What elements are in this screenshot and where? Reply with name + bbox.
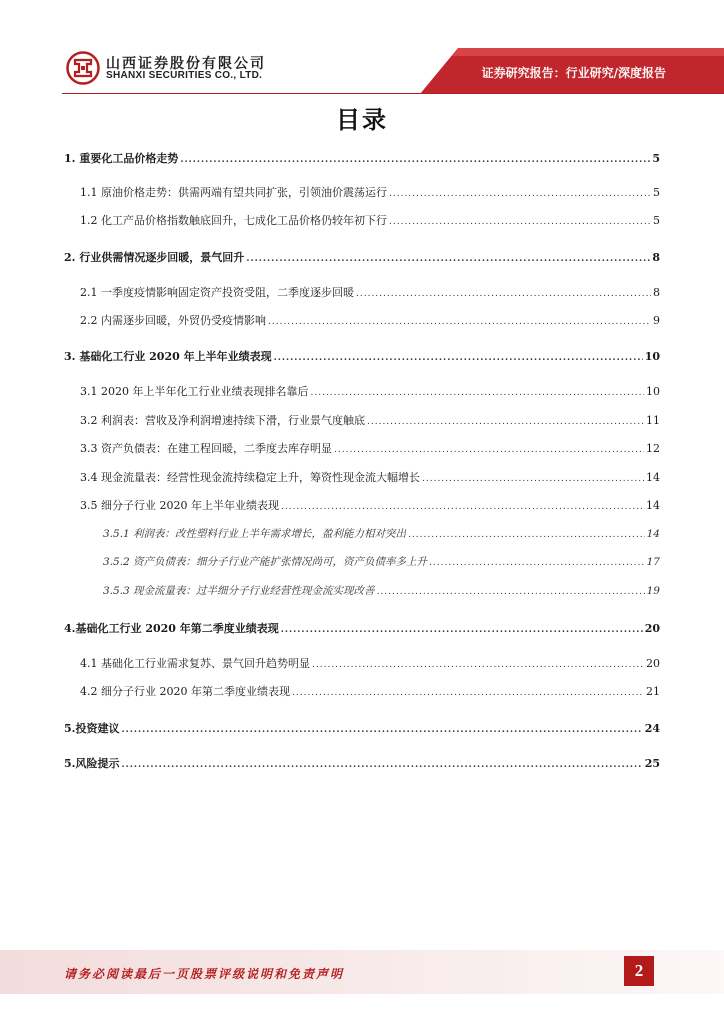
- toc-entry-page: 10: [646, 385, 660, 398]
- toc-entry[interactable]: [103, 526, 660, 542]
- toc-entry-title: 1.1 原油价格走势：供需两端有望共同扩张，引领油价震荡运行: [80, 186, 387, 199]
- header-divider: [62, 93, 724, 94]
- toc-leader-dots: [312, 660, 644, 670]
- toc-entry-page: 17: [646, 556, 660, 568]
- toc-entry[interactable]: [64, 620, 660, 636]
- toc-entry-title: 1. 重要化工品价格走势: [64, 152, 179, 165]
- page-number: 2: [624, 956, 654, 986]
- toc-entry-page: 10: [644, 350, 660, 363]
- toc-entry-title: 4.基础化工行业 2020 年第二季度业绩表现: [64, 622, 279, 635]
- toc-entry-title: 3.2 利润表：营收及净利润增速持续下滑，行业景气度触底: [80, 414, 365, 427]
- toc-leader-dots: [408, 530, 645, 540]
- toc-entry[interactable]: [64, 348, 660, 364]
- toc-entry-page: 25: [644, 757, 660, 770]
- toc-entry-title: 2. 行业供需情况逐步回暖，景气回升: [64, 251, 245, 264]
- toc-entry-page: 14: [646, 471, 660, 484]
- toc-entry[interactable]: [64, 249, 660, 265]
- toc-entry-title: 3. 基础化工行业 2020 年上半年业绩表现: [64, 350, 272, 363]
- toc-leader-dots: [292, 688, 644, 698]
- toc-entry-page: 12: [646, 442, 660, 455]
- toc-entry-title: 3.3 资产负债表：在建工程回暖，二季度去库存明显: [80, 442, 332, 455]
- company-name-cn: 山西证券股份有限公司: [106, 56, 266, 72]
- toc-entry-title: 3.5.1 利润表：改性塑料行业上半年需求增长，盈利能力相对突出: [103, 528, 407, 540]
- toc-leader-dots: [281, 502, 644, 512]
- toc-entry-title: 3.5.3 现金流量表：过半细分子行业经营性现金流实现改善: [103, 585, 375, 597]
- toc-title: 目录: [336, 106, 388, 134]
- toc-leader-dots: [334, 445, 644, 455]
- toc-leader-dots: [281, 625, 643, 635]
- toc-entry-title: 3.4 现金流量表：经营性现金流持续稳定上升，筹资性现金流大幅增长: [80, 471, 420, 484]
- toc-entry-page: 5: [653, 214, 660, 227]
- toc-leader-dots: [180, 155, 650, 165]
- toc-entry[interactable]: [80, 683, 660, 699]
- toc-entry[interactable]: [80, 212, 660, 228]
- toc-leader-dots: [310, 388, 644, 398]
- toc-entry[interactable]: [80, 469, 660, 485]
- toc-leader-dots: [274, 353, 643, 363]
- shanxi-securities-logo-icon: [66, 51, 100, 85]
- toc-entry-page: 8: [653, 286, 660, 299]
- toc-entry-page: 21: [646, 685, 660, 698]
- disclaimer-notice: 请务必阅读最后一页股票评级说明和免责声明: [64, 967, 345, 981]
- toc-leader-dots: [268, 317, 651, 327]
- toc-entry-page: 14: [646, 499, 660, 512]
- toc-entry-page: 5: [652, 152, 660, 165]
- toc-entry-title: 2.2 内需逐步回暖，外贸仍受疫情影响: [80, 314, 266, 327]
- toc-entry-page: 14: [646, 528, 660, 540]
- toc-entry-page: 20: [644, 622, 660, 635]
- toc-entry-title: 5.投资建议: [64, 722, 120, 735]
- toc-entry[interactable]: [80, 383, 660, 399]
- toc-entry-page: 5: [653, 186, 660, 199]
- company-name-en: SHANXI SECURITIES CO., LTD.: [106, 70, 263, 81]
- toc-entry[interactable]: [80, 440, 660, 456]
- toc-entry-title: 5.风险提示: [64, 757, 120, 770]
- toc-leader-dots: [121, 760, 642, 770]
- toc-leader-dots: [367, 417, 644, 427]
- toc-leader-dots: [422, 474, 644, 484]
- toc-leader-dots: [377, 587, 645, 597]
- toc-entry[interactable]: [64, 150, 660, 166]
- toc-entry[interactable]: [80, 284, 660, 300]
- toc-entry-page: 24: [644, 722, 660, 735]
- toc-leader-dots: [429, 558, 645, 568]
- toc-entry-page: 11: [646, 414, 660, 427]
- toc-entry-title: 3.5.2 资产负债表：细分子行业产能扩张情况尚可，资产负债率多上升: [103, 556, 428, 568]
- toc-entry-page: 19: [646, 585, 660, 597]
- toc-entry[interactable]: [80, 184, 660, 200]
- toc-entry-title: 3.1 2020 年上半年化工行业业绩表现排名靠后: [80, 385, 309, 398]
- toc-entry-page: 8: [652, 251, 660, 264]
- toc-leader-dots: [121, 725, 642, 735]
- toc-entry-title: 2.1 一季度疫情影响固定资产投资受阻，二季度逐步回暖: [80, 286, 354, 299]
- toc-leader-dots: [389, 217, 651, 227]
- report-type-label: 证券研究报告：行业研究/深度报告: [481, 66, 666, 80]
- toc-entry-page: 9: [653, 314, 660, 327]
- toc-entry-title: 1.2 化工产品价格指数触底回升，七成化工品价格仍较年初下行: [80, 214, 387, 227]
- toc-entry[interactable]: [80, 312, 660, 328]
- toc-leader-dots: [246, 254, 650, 264]
- page-header: [0, 0, 724, 95]
- toc-entry[interactable]: [103, 554, 660, 570]
- toc-entry[interactable]: [80, 412, 660, 428]
- toc-entry[interactable]: [64, 720, 660, 736]
- toc-entry-title: 3.5 细分子行业 2020 年上半年业绩表现: [80, 499, 279, 512]
- toc-entry-title: 4.1 基础化工行业需求复苏、景气回升趋势明显: [80, 657, 310, 670]
- toc-entry-page: 20: [646, 657, 660, 670]
- toc-leader-dots: [356, 289, 651, 299]
- toc-entry[interactable]: [64, 755, 660, 771]
- toc-leader-dots: [389, 189, 651, 199]
- toc-entry-title: 4.2 细分子行业 2020 年第二季度业绩表现: [80, 685, 290, 698]
- toc-entry[interactable]: [80, 655, 660, 671]
- toc-entry[interactable]: [103, 583, 660, 599]
- toc-entry[interactable]: [80, 497, 660, 513]
